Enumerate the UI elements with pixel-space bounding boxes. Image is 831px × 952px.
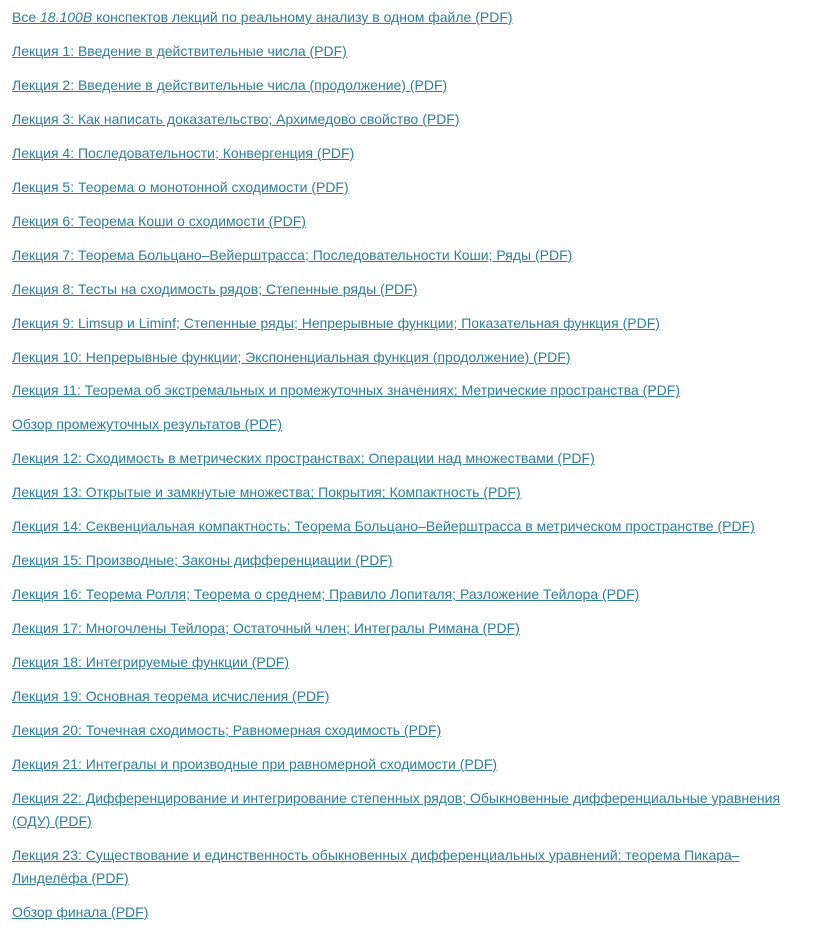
lecture-link-11[interactable]: Лекция 11: Теорема об экстремальных и промежуточных значениях; Метрические пространства (PDF) — [12, 382, 680, 399]
lecture-link-22[interactable]: Лекция 21: Интегралы и производные при равномерной сходимости (PDF) — [12, 755, 498, 772]
lecture-row — [12, 719, 798, 742]
lecture-row — [12, 244, 798, 267]
lecture-row — [12, 583, 798, 606]
lecture-link-3[interactable]: Лекция 3: Как написать доказательство; Архимедово свойство (PDF) — [12, 110, 460, 127]
lecture-row — [12, 379, 798, 402]
lecture-link-21[interactable]: Лекция 20: Точечная сходимость; Равномерная сходимость (PDF) — [12, 722, 442, 739]
lecture-link-24[interactable]: Лекция 23: Существование и единственность обыкновенных дифференциальных уравнений: теорема Пикара–Линделёфа (PDF) — [12, 846, 740, 886]
lecture-link-18[interactable]: Лекция 17: Многочлены Тейлора; Остаточный член; Интегралы Римана (PDF) — [12, 620, 520, 637]
lecture-link-23[interactable]: Лекция 22: Дифференцирование и интегрирование степенных рядов; Обыкновенные дифференциальные уравнения (ОДУ) (PDF) — [12, 789, 781, 829]
lecture-row — [12, 549, 798, 572]
link-text-segment: Все — [12, 9, 41, 25]
lecture-link-1[interactable]: Лекция 1: Введение в действительные числа (PDF) — [12, 42, 347, 59]
lecture-row — [12, 753, 798, 776]
lecture-link-6[interactable]: Лекция 6: Теорема Коши о сходимости (PDF) — [12, 212, 306, 229]
lecture-link-13[interactable]: Лекция 12: Сходимость в метрических пространствах; Операции над множествами (PDF) — [12, 450, 595, 467]
lecture-link-25[interactable]: Обзор финала (PDF) — [12, 903, 149, 920]
lecture-row — [12, 74, 798, 97]
lecture-link-4[interactable]: Лекция 4: Последовательности; Конвергенция (PDF) — [12, 144, 355, 161]
lecture-row — [12, 108, 798, 131]
lecture-link-5[interactable]: Лекция 5: Теорема о монотонной сходимости (PDF) — [12, 178, 349, 195]
lecture-link-2[interactable]: Лекция 2: Введение в действительные числа (продолжение) (PDF) — [12, 76, 448, 93]
lecture-row — [12, 617, 798, 640]
lecture-link-15[interactable]: Лекция 14: Секвенциальная компактность; Теорема Больцано–Вейерштрасса в метрическом пространстве (PDF) — [12, 518, 755, 535]
lecture-row — [12, 447, 798, 470]
lecture-row — [12, 515, 798, 538]
lecture-link-19[interactable]: Лекция 18: Интегрируемые функции (PDF) — [12, 654, 290, 671]
lecture-row — [12, 685, 798, 708]
lecture-link-7[interactable]: Лекция 7: Теорема Больцано–Вейерштрасса; Последовательности Коши; Ряды (PDF) — [12, 246, 573, 263]
lecture-link-17[interactable]: Лекция 16: Теорема Ролля; Теорема о среднем; Правило Лопиталя; Разложение Тейлора (PDF) — [12, 586, 640, 603]
lecture-row — [12, 901, 798, 924]
lecture-link-14[interactable]: Лекция 13: Открытые и замкнутые множества; Покрытия; Компактность (PDF) — [12, 484, 521, 501]
lecture-row — [12, 787, 798, 833]
lecture-link-12[interactable]: Обзор промежуточных результатов (PDF) — [12, 416, 282, 433]
lecture-link-20[interactable]: Лекция 19: Основная теорема исчисления (PDF) — [12, 688, 330, 705]
course-number-italic: 18.100B — [40, 9, 93, 25]
lecture-link-10[interactable]: Лекция 10: Непрерывные функции; Экспоненциальная функция (продолжение) (PDF) — [12, 348, 571, 365]
lecture-row — [12, 844, 798, 890]
lecture-row — [12, 651, 798, 674]
lecture-row — [12, 6, 798, 29]
lecture-link-9[interactable]: Лекция 9: Limsup и Liminf; Степенные ряды; Непрерывные функции; Показательная функция (PDF) — [12, 314, 660, 331]
lecture-row — [12, 40, 798, 63]
lecture-row — [12, 210, 798, 233]
lecture-link-8[interactable]: Лекция 8: Тесты на сходимость рядов; Степенные ряды (PDF) — [12, 280, 418, 297]
lecture-link-0[interactable] — [12, 9, 513, 25]
lecture-row — [12, 176, 798, 199]
lecture-row — [12, 346, 798, 369]
lecture-row — [12, 278, 798, 301]
lecture-row — [12, 481, 798, 504]
lecture-row — [12, 142, 798, 165]
link-text-segment: конспектов лекций по реальному анализу в одном файле (PDF) — [92, 9, 513, 25]
lecture-row — [12, 413, 798, 436]
lecture-link-16[interactable]: Лекция 15: Производные; Законы дифференциации (PDF) — [12, 552, 393, 569]
lecture-row — [12, 312, 798, 335]
